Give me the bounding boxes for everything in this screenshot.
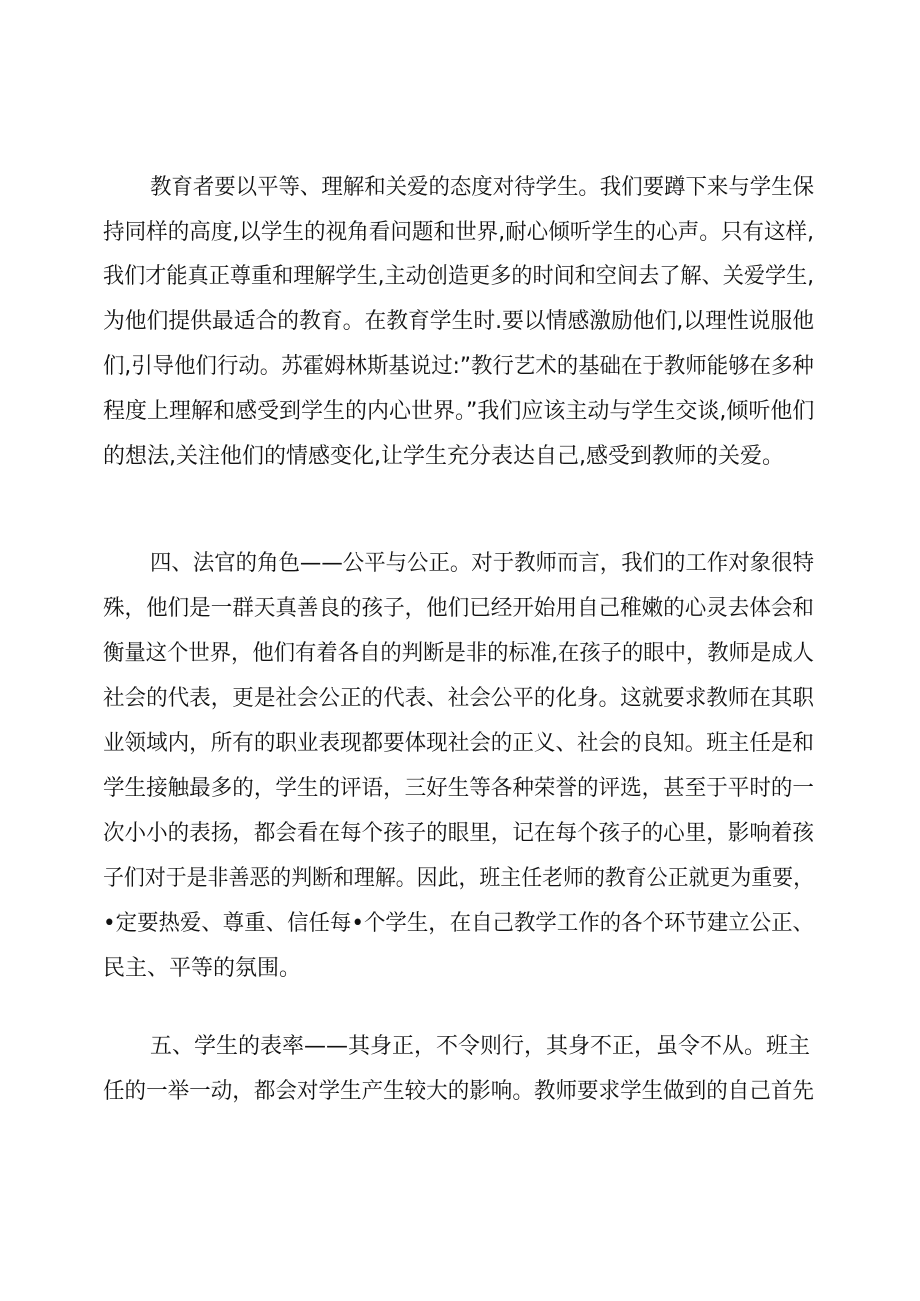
text-line: 业领域内，所有的职业表现都要体现社会的正义、社会的良知。班主任是和: [103, 731, 814, 756]
text-line: 们,引导他们行动。苏霍姆林斯基说过:”教行艺术的基础在于教师能够在多种: [103, 354, 814, 379]
text-line: 程度上理解和感受到学生的内心世界。”我们应该主动与学生交谈,倾听他们: [103, 399, 815, 424]
text-line: 五、学生的表率——其身正，不令则行，其身不正，虽令不从。班主: [150, 1034, 811, 1059]
text-line: 任的一举一动，都会对学生产生较大的影响。教师要求学生做到的自己首先: [103, 1079, 814, 1104]
text-line: 持同样的高度,以学生的视角看问题和世界,耐心倾听学生的心声。只有这样,: [103, 220, 814, 245]
text-line: 社会的代表，更是社会公正的代表、社会公平的化身。这就要求教师在其职: [103, 686, 814, 711]
text-line: •定要热爱、尊重、信任每•个学生，在自己教学工作的各个环节建立公正、: [103, 911, 814, 936]
text-line: 我们才能真正尊重和理解学生,主动创造更多的时间和空间去了解、关爱学生,: [103, 264, 814, 289]
text-line: 学生接触最多的，学生的评语，三好生等各种荣誉的评选，甚至于平时的一: [103, 776, 814, 801]
text-line: 民主、平等的氛围。: [103, 956, 302, 981]
text-line: 次小小的表扬，都会看在每个孩子的眼里，记在每个孩子的心里，影响着孩: [103, 821, 814, 846]
text-line: 的想法,关注他们的情感变化,让学生充分表达自己,感受到教师的关爱。: [103, 444, 784, 469]
text-line: 殊，他们是一群天真善良的孩子，他们已经开始用自己稚嫩的心灵去体会和: [103, 596, 814, 621]
text-line: 四、法官的角色——公平与公正。对于教师而言，我们的工作对象很特: [150, 551, 815, 576]
text-line: 教育者要以平等、理解和关爱的态度对待学生。我们要蹲下来与学生保: [150, 175, 815, 200]
text-line: 为他们提供最适合的教育。在教育学生时.要以情感激励他们,以理性说服他: [103, 309, 815, 334]
text-line: 子们对于是非善恶的判断和理解。因此，班主任老师的教育公正就更为重要，: [103, 866, 814, 891]
text-line: 衡量这个世界，他们有着各自的判断是非的标准,在孩子的眼中，教师是成人: [103, 641, 815, 666]
